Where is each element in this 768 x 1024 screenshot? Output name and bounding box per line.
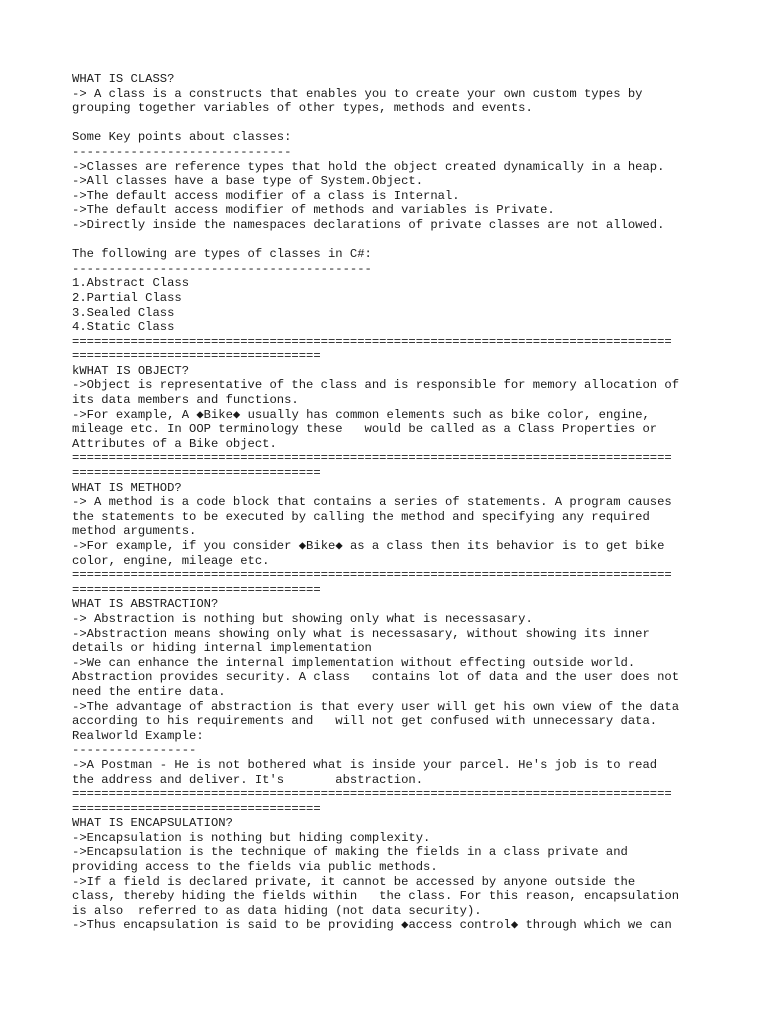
text-line: ->The advantage of abstraction is that every user will get his own view of the data [72, 699, 680, 714]
text-line: ->For example, if you consider ◆Bike◆ as a class then its behavior is to get bike [72, 539, 665, 553]
text-line: details or hiding internal implementation [72, 641, 372, 656]
text-line: kWHAT IS OBJECT? [72, 363, 190, 378]
text-line: ->A Postman - He is not bothered what is inside your parcel. He's job is to read [72, 757, 658, 772]
text-line: according to his requirements and will not get confused with unnecessary data. [72, 714, 658, 729]
text-line [72, 116, 712, 131]
text-line: Some Key points about classes: [72, 130, 292, 145]
text-line: ================================== [72, 466, 321, 481]
text-line: WHAT IS CLASS? [72, 72, 175, 86]
text-line: ->Directly inside the namespaces declarations of private classes are not allowed. [72, 217, 665, 232]
text-line: ->The default access modifier of a class is Internal. [72, 188, 460, 203]
text-line: ================================================================================== [72, 568, 672, 583]
text-line: ================================== [72, 801, 321, 816]
text-line: ->Object is representative of the class and is responsible for memory allocation of [72, 378, 680, 393]
text-line: grouping together variables of other types, methods and events. [72, 101, 533, 116]
text-line: ->Encapsulation is the technique of making the fields in a class private and [72, 845, 628, 860]
text-line: mileage etc. In OOP terminology these would be called as a Class Properties or [72, 422, 658, 437]
text-line: providing access to the fields via public methods. [72, 860, 438, 875]
text-line: WHAT IS ENCAPSULATION? [72, 816, 233, 831]
text-line: ->Thus encapsulation is said to be providing ◆access control◆ through which we can [72, 918, 672, 933]
text-line [72, 233, 712, 248]
text-line: ->The default access modifier of methods and variables is Private. [72, 203, 555, 218]
text-line: ->Abstraction means showing only what is necessasary, without showing its inner [72, 626, 650, 641]
text-line: Abstraction provides security. A class contains lot of data and the user does not [72, 670, 680, 685]
text-line: class, thereby hiding the fields within the class. For this reason, encapsulation [72, 889, 680, 904]
text-line: method arguments. [72, 524, 197, 539]
document-page [72, 72, 712, 933]
text-line: ================================== [72, 349, 321, 364]
text-line: WHAT IS ABSTRACTION? [72, 597, 219, 612]
text-line: WHAT IS METHOD? [72, 480, 182, 495]
text-line: ->For example, A ◆Bike◆ usually has common elements such as bike color, engine, [72, 407, 650, 422]
text-line: ----------------- [72, 743, 197, 758]
text-line: ->All classes have a base type of System.Object. [72, 174, 424, 189]
text-line: -> A method is a code block that contains a series of statements. A program causes [72, 495, 672, 510]
text-line: ------------------------------ [72, 144, 292, 159]
text-line: ->Classes are reference types that hold the object created dynamically in a heap. [72, 159, 665, 174]
text-line: 3.Sealed Class [72, 305, 175, 320]
text-line: ->We can enhance the internal implementation without effecting outside world. [72, 655, 636, 670]
text-line: 4.Static Class [72, 320, 175, 335]
text-line: need the entire data. [72, 684, 226, 699]
text-line: Realworld Example: [72, 728, 204, 743]
text-line: the address and deliver. It's abstraction. [72, 772, 424, 787]
text-line: 1.Abstract Class [72, 276, 190, 291]
text-line: The following are types of classes in C#: [72, 247, 372, 262]
text-line: its data members and functions. [72, 393, 299, 408]
text-line: ================================== [72, 582, 321, 597]
text-line: is also referred to as data hiding (not data security). [72, 903, 482, 918]
text-line: ->If a field is declared private, it cannot be accessed by anyone outside the [72, 874, 636, 889]
text-line: Attributes of a Bike object. [72, 436, 277, 451]
text-line: 2.Partial Class [72, 290, 182, 305]
text-line: -> Abstraction is nothing but showing only what is necessasary. [72, 611, 533, 626]
text-line: -> A class is a constructs that enables you to create your own custom types by [72, 86, 643, 101]
text-line: the statements to be executed by calling the method and specifying any required [72, 509, 650, 524]
text-line: color, engine, mileage etc. [72, 553, 270, 568]
text-line: ================================================================================== [72, 334, 672, 349]
text-line: ================================================================================== [72, 451, 672, 466]
text-line: ->Encapsulation is nothing but hiding complexity. [72, 830, 431, 845]
text-line: ----------------------------------------- [72, 261, 372, 276]
text-line: ================================================================================== [72, 787, 672, 802]
